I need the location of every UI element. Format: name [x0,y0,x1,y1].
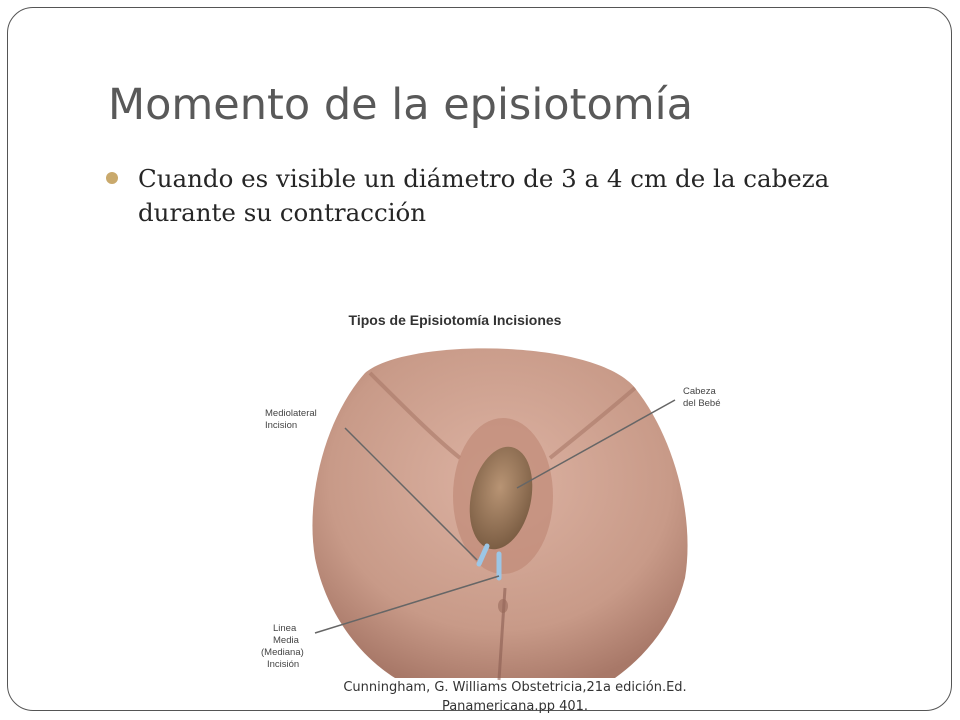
bullet-item [104,162,894,230]
head-label-2: del Bebé [683,398,721,409]
anus-mark [498,599,508,613]
midline-label-1: Linea [273,623,297,634]
figure-title: Tipos de Episiotomía Incisiones [348,312,562,328]
episiotomy-illustration [255,288,755,708]
bullet-text: Cuando es visible un diámetro de 3 a 4 cm de la cabeza durante su contracción [138,164,830,227]
midline-label-2: Media [273,635,299,646]
episiotomy-figure [255,288,755,708]
mediolateral-label-1: Mediolateral [265,408,317,419]
head-label-1: Cabeza [683,386,716,397]
slide-title: Momento de la episiotomía [108,80,693,130]
bullet-list [104,162,894,230]
citation: Cunningham, G. Williams Obstetricia,21a edición.Ed. Panamericana.pp 401. [343,680,687,714]
mediolateral-label-2: Incision [265,420,298,431]
midline-label-4: Incisión [267,659,300,670]
midline-label-3: (Mediana) [261,647,304,658]
bullet-dot-icon [106,172,118,184]
